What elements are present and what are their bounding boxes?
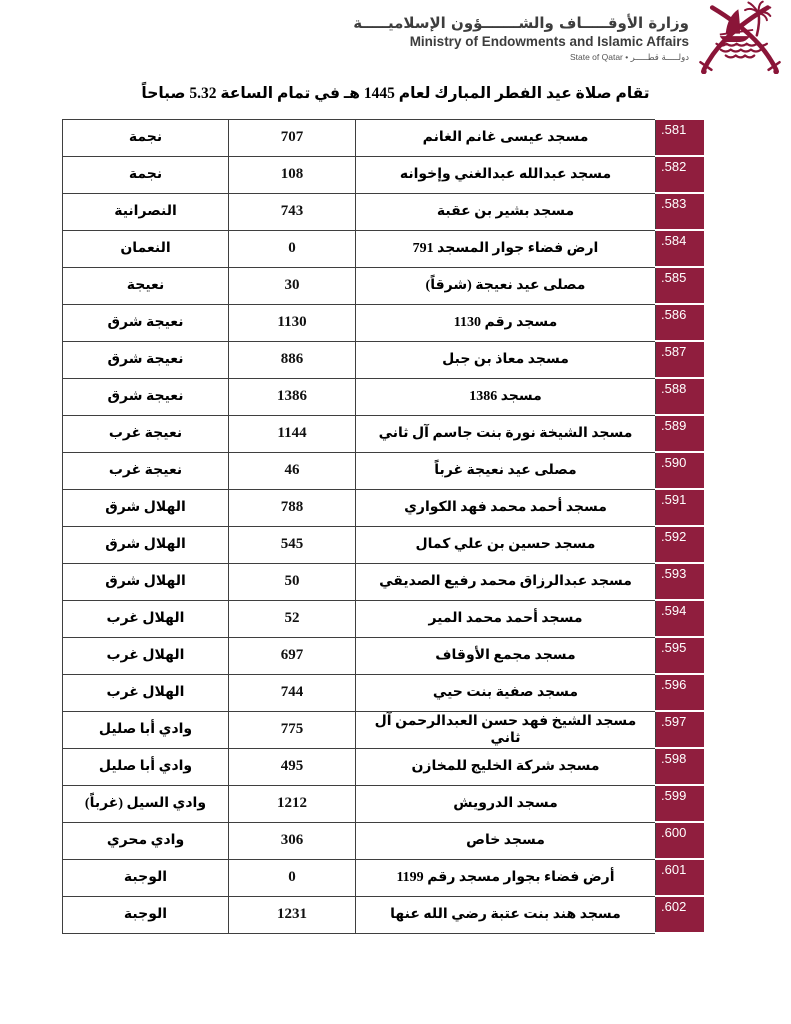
table-row (63, 452, 704, 489)
table-row (63, 119, 704, 156)
table-row (63, 896, 704, 933)
row-number-cell: .582 (656, 156, 704, 193)
page-title: تقام صلاة عيد الفطر المبارك لعام 1445 هـ في تمام الساعة 5.32 صباحاً (141, 85, 650, 102)
mosque-number-cell: 0 (229, 230, 356, 267)
mosque-number-cell: 46 (229, 452, 356, 489)
mosque-number-cell: 707 (229, 119, 356, 156)
mosque-number-cell: 0 (229, 859, 356, 896)
area-name-cell: الهلال شرق (63, 563, 229, 600)
state-of-qatar-english: State of Qatar (569, 52, 623, 62)
area-name-cell: وادي أبا صليل (63, 711, 229, 748)
mosque-name-cell: مسجد مجمع الأوقاف (356, 637, 656, 674)
table-row (63, 230, 704, 267)
mosque-name-cell: مسجد بشير بن عقبة (356, 193, 656, 230)
area-name-cell: نعيجة غرب (63, 452, 229, 489)
mosque-number-cell: 108 (229, 156, 356, 193)
table-row (63, 156, 704, 193)
table-row (63, 859, 704, 896)
mosque-number-cell: 886 (229, 341, 356, 378)
mosque-number-cell: 545 (229, 526, 356, 563)
area-name-cell: الوجبة (63, 859, 229, 896)
mosque-number-cell: 306 (229, 822, 356, 859)
row-number-cell: .600 (656, 822, 704, 859)
row-number-cell: .596 (656, 674, 704, 711)
area-name-cell: نعيجة شرق (63, 378, 229, 415)
table-row (63, 748, 704, 785)
row-number-cell: .592 (656, 526, 704, 563)
table-row (63, 341, 704, 378)
area-name-cell: الهلال غرب (63, 674, 229, 711)
area-name-cell: الهلال شرق (63, 526, 229, 563)
mosque-name-cell: مسجد هند بنت عتبة رضي الله عنها (356, 896, 656, 933)
row-number-cell: .585 (656, 267, 704, 304)
row-number-cell: .584 (656, 230, 704, 267)
mosque-name-cell: مصلى عيد نعيجة (شرقاً) (356, 267, 656, 304)
row-number-cell: .587 (656, 341, 704, 378)
mosque-table (62, 118, 704, 934)
mosque-number-cell: 1130 (229, 304, 356, 341)
mosque-number-cell: 50 (229, 563, 356, 600)
area-name-cell: الهلال شرق (63, 489, 229, 526)
area-name-cell: الهلال غرب (63, 600, 229, 637)
row-number-cell: .598 (656, 748, 704, 785)
ministry-name-arabic: وزارة الأوقـــــاف والشـــــــؤون الإسلاميـــــة (353, 14, 689, 32)
mosque-name-cell: مسجد عبدالرزاق محمد رفيع الصديقي (356, 563, 656, 600)
row-number-cell: .594 (656, 600, 704, 637)
area-name-cell: وادي السيل (غرباً) (63, 785, 229, 822)
mosque-name-cell: مسجد الدرويش (356, 785, 656, 822)
table-row (63, 489, 704, 526)
mosque-name-cell: مسجد معاذ بن جبل (356, 341, 656, 378)
mosque-name-cell: أرض فضاء بجوار مسجد رقم 1199 (356, 859, 656, 896)
table-row (63, 674, 704, 711)
mosque-name-cell: مسجد شركة الخليج للمخازن (356, 748, 656, 785)
mosque-name-cell: مسجد الشيخ فهد حسن العبدالرحمن آل ثاني (356, 711, 656, 748)
separator-dot: • (625, 52, 629, 62)
row-number-cell: .601 (656, 859, 704, 896)
mosque-number-cell: 788 (229, 489, 356, 526)
area-name-cell: النعمان (63, 230, 229, 267)
row-number-cell: .597 (656, 711, 704, 748)
area-name-cell: نجمة (63, 156, 229, 193)
mosque-number-cell: 1231 (229, 896, 356, 933)
table-row (63, 563, 704, 600)
table-row (63, 711, 704, 748)
mosque-table-wrap (62, 118, 703, 934)
mosque-name-cell: مسجد أحمد محمد فهد الكواري (356, 489, 656, 526)
mosque-number-cell: 743 (229, 193, 356, 230)
row-number-cell: .602 (656, 896, 704, 933)
mosque-name-cell: مسجد 1386 (356, 378, 656, 415)
row-number-cell: .590 (656, 452, 704, 489)
mosque-name-cell: مسجد أحمد محمد المير (356, 600, 656, 637)
mosque-number-cell: 697 (229, 637, 356, 674)
row-number-cell: .593 (656, 563, 704, 600)
mosque-name-cell: مصلى عيد نعيجة غرباً (356, 452, 656, 489)
table-row (63, 304, 704, 341)
mosque-name-cell: مسجد عيسى غانم الغانم (356, 119, 656, 156)
area-name-cell: نعيجة شرق (63, 341, 229, 378)
row-number-cell: .581 (656, 119, 704, 156)
table-row (63, 822, 704, 859)
table-row (63, 526, 704, 563)
state-of-qatar-arabic: دولـــــة قطـــــر (630, 53, 689, 63)
row-number-cell: .591 (656, 489, 704, 526)
table-row (63, 637, 704, 674)
table-row (63, 267, 704, 304)
mosque-name-cell: مسجد عبدالله عبدالغني وإخوانه (356, 156, 656, 193)
row-number-cell: .583 (656, 193, 704, 230)
mosque-name-cell: مسجد حسين بن علي كمال (356, 526, 656, 563)
table-row (63, 193, 704, 230)
row-number-cell: .595 (656, 637, 704, 674)
area-name-cell: نعيجة شرق (63, 304, 229, 341)
mosque-number-cell: 775 (229, 711, 356, 748)
area-name-cell: الهلال غرب (63, 637, 229, 674)
area-name-cell: نعيجة (63, 267, 229, 304)
area-name-cell: وادي أبا صليل (63, 748, 229, 785)
state-of-qatar-line (353, 51, 689, 65)
row-number-cell: .586 (656, 304, 704, 341)
mosque-number-cell: 744 (229, 674, 356, 711)
mosque-number-cell: 495 (229, 748, 356, 785)
qatar-emblem-logo (697, 0, 783, 74)
ministry-name-english: Ministry of Endowments and Islamic Affairs (409, 34, 689, 49)
qatar-emblem-icon (697, 0, 783, 74)
table-row (63, 600, 704, 637)
mosque-table-body (63, 119, 704, 933)
area-name-cell: نعيجة غرب (63, 415, 229, 452)
mosque-name-cell: مسجد الشيخة نورة بنت جاسم آل ثاني (356, 415, 656, 452)
ministry-header (353, 13, 689, 65)
row-number-cell: .588 (656, 378, 704, 415)
table-row (63, 415, 704, 452)
table-row (63, 378, 704, 415)
mosque-number-cell: 1212 (229, 785, 356, 822)
area-name-cell: وادي محري (63, 822, 229, 859)
mosque-number-cell: 1144 (229, 415, 356, 452)
area-name-cell: الوجبة (63, 896, 229, 933)
mosque-name-cell: مسجد صفية بنت حيي (356, 674, 656, 711)
mosque-name-cell: مسجد خاص (356, 822, 656, 859)
mosque-name-cell: مسجد رقم 1130 (356, 304, 656, 341)
mosque-number-cell: 30 (229, 267, 356, 304)
mosque-name-cell: ارض فضاء جوار المسجد 791 (356, 230, 656, 267)
mosque-number-cell: 52 (229, 600, 356, 637)
mosque-number-cell: 1386 (229, 378, 356, 415)
area-name-cell: النصرانية (63, 193, 229, 230)
row-number-cell: .589 (656, 415, 704, 452)
row-number-cell: .599 (656, 785, 704, 822)
area-name-cell: نجمة (63, 119, 229, 156)
table-row (63, 785, 704, 822)
